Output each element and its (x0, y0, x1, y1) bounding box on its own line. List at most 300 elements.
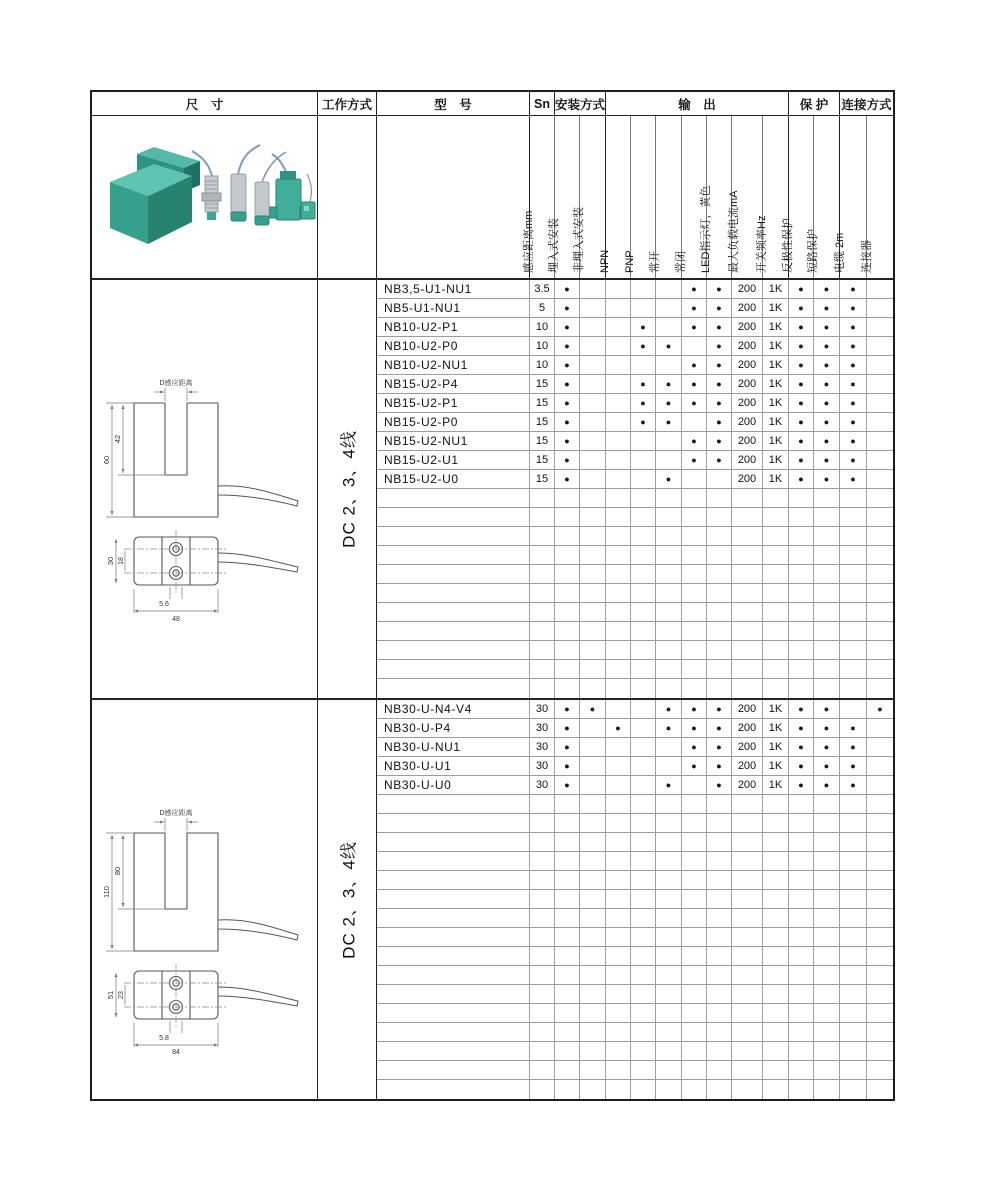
value-cell (555, 489, 580, 508)
empty-row (377, 603, 893, 622)
value-cell (606, 622, 631, 641)
header-row (92, 92, 893, 116)
value-cell (840, 489, 867, 508)
value-cell (867, 1061, 893, 1080)
value-cell (840, 603, 867, 622)
model-cell (377, 1042, 530, 1061)
value-cell (707, 1061, 732, 1080)
value-cell (580, 814, 606, 833)
value-cell: 200 (732, 375, 763, 394)
value-cell (580, 451, 606, 470)
value-cell (867, 337, 893, 356)
value-cell (707, 985, 732, 1004)
sense-distance-label: D感应距离 (159, 810, 193, 817)
dim-top-total: 30 (106, 556, 115, 566)
value-cell (789, 928, 814, 947)
empty-row (377, 622, 893, 641)
value-cell (580, 299, 606, 318)
value-cell (555, 1080, 580, 1099)
value-cell (682, 508, 707, 527)
value-cell (763, 584, 789, 603)
value-cell (606, 527, 631, 546)
empty-row (377, 966, 893, 985)
value-cell (707, 871, 732, 890)
value-cell (555, 527, 580, 546)
value-cell (606, 1004, 631, 1023)
feature-dot-cell: ● (789, 413, 814, 432)
empty-row (377, 928, 893, 947)
subheader-max-load-current: 最大负载电流mA (732, 116, 763, 278)
value-cell (606, 852, 631, 871)
feature-dot-cell: ● (656, 394, 682, 413)
value-cell (867, 280, 893, 299)
dim-top-inner: 23 (118, 991, 125, 999)
value-cell (814, 565, 840, 584)
value-cell (606, 375, 631, 394)
value-cell (789, 947, 814, 966)
model-cell: NB30-U-P4 (377, 719, 530, 738)
model-cell: NB10-U2-P0 (377, 337, 530, 356)
model-cell (377, 966, 530, 985)
feature-dot-cell: ● (840, 451, 867, 470)
value-cell (530, 603, 555, 622)
feature-dot-cell: ● (682, 757, 707, 776)
value-cell (732, 1042, 763, 1061)
feature-dot-cell: ● (631, 413, 656, 432)
value-cell (707, 1042, 732, 1061)
value-cell (867, 451, 893, 470)
value-cell (707, 584, 732, 603)
value-cell (840, 852, 867, 871)
value-cell (867, 947, 893, 966)
value-cell (682, 776, 707, 795)
value-cell (682, 852, 707, 871)
value-cell (732, 660, 763, 679)
value-cell (789, 1080, 814, 1099)
value-cell (580, 928, 606, 947)
value-cell (789, 1042, 814, 1061)
value-cell (814, 928, 840, 947)
value-cell: 15 (530, 432, 555, 451)
model-cell: NB15-U2-U0 (377, 470, 530, 489)
value-cell (606, 1061, 631, 1080)
value-cell (789, 852, 814, 871)
model-cell: NB30-U-U0 (377, 776, 530, 795)
value-cell (867, 1080, 893, 1099)
value-cell (707, 852, 732, 871)
value-cell (707, 508, 732, 527)
dim-top-inner: 18 (118, 557, 125, 565)
feature-dot-cell: ● (789, 280, 814, 299)
value-cell (580, 776, 606, 795)
value-cell (530, 966, 555, 985)
value-cell (530, 1080, 555, 1099)
value-cell (707, 527, 732, 546)
value-cell (732, 1080, 763, 1099)
value-cell (555, 985, 580, 1004)
value-cell (656, 565, 682, 584)
value-cell (867, 470, 893, 489)
value-cell (580, 413, 606, 432)
model-subheader-empty (377, 116, 530, 278)
feature-dot-cell: ● (555, 337, 580, 356)
value-cell: 15 (530, 394, 555, 413)
feature-dot-cell: ● (814, 375, 840, 394)
model-cell (377, 909, 530, 928)
value-cell (580, 603, 606, 622)
value-cell (867, 738, 893, 757)
value-cell (867, 1023, 893, 1042)
model-cell (377, 603, 530, 622)
table-row (377, 738, 893, 757)
feature-dot-cell: ● (789, 337, 814, 356)
value-cell (814, 947, 840, 966)
model-cell: NB30-U-U1 (377, 757, 530, 776)
value-cell (682, 641, 707, 660)
empty-row (377, 679, 893, 698)
feature-dot-cell: ● (840, 299, 867, 318)
value-cell (682, 546, 707, 565)
value-cell (530, 489, 555, 508)
feature-dot-cell: ● (789, 356, 814, 375)
feature-dot-cell: ● (814, 356, 840, 375)
value-cell (789, 565, 814, 584)
value-cell (580, 985, 606, 1004)
value-cell (814, 1042, 840, 1061)
value-cell (707, 679, 732, 698)
value-cell (840, 508, 867, 527)
value-cell (631, 1042, 656, 1061)
feature-dot-cell: ● (631, 337, 656, 356)
value-cell (814, 871, 840, 890)
value-cell (732, 641, 763, 660)
value-cell (867, 1004, 893, 1023)
value-cell (606, 795, 631, 814)
value-cell (606, 508, 631, 527)
value-cell: 200 (732, 451, 763, 470)
value-cell (656, 1061, 682, 1080)
value-cell: 200 (732, 337, 763, 356)
model-cell (377, 527, 530, 546)
value-cell (631, 546, 656, 565)
feature-dot-cell: ● (707, 757, 732, 776)
value-cell (763, 814, 789, 833)
value-cell (580, 890, 606, 909)
value-cell (530, 546, 555, 565)
value-cell (707, 909, 732, 928)
value-cell (732, 909, 763, 928)
value-cell (631, 280, 656, 299)
value-cell (631, 1004, 656, 1023)
value-cell (656, 738, 682, 757)
value-cell (580, 795, 606, 814)
feature-dot-cell: ● (840, 356, 867, 375)
value-cell (555, 546, 580, 565)
value-cell (656, 1004, 682, 1023)
value-cell (606, 470, 631, 489)
value-cell (763, 565, 789, 584)
value-cell (682, 985, 707, 1004)
value-cell (631, 719, 656, 738)
value-cell (606, 871, 631, 890)
model-cell (377, 1004, 530, 1023)
feature-dot-cell: ● (682, 738, 707, 757)
feature-dot-cell: ● (840, 318, 867, 337)
subheader-npn: NPN (606, 116, 631, 278)
feature-dot-cell: ● (814, 470, 840, 489)
model-cell (377, 641, 530, 660)
value-cell (682, 622, 707, 641)
feature-dot-cell: ● (789, 375, 814, 394)
value-cell (732, 1004, 763, 1023)
value-cell (867, 985, 893, 1004)
value-cell (707, 470, 732, 489)
value-cell (606, 641, 631, 660)
subheader-pnp: PNP (631, 116, 656, 278)
value-cell (867, 757, 893, 776)
value-cell (732, 852, 763, 871)
value-cell (867, 852, 893, 871)
empty-row (377, 947, 893, 966)
value-cell (814, 985, 840, 1004)
value-cell (530, 852, 555, 871)
value-cell (580, 1061, 606, 1080)
value-cell (867, 776, 893, 795)
model-cell (377, 1080, 530, 1099)
value-cell (840, 679, 867, 698)
value-cell (530, 909, 555, 928)
value-cell (656, 622, 682, 641)
subheader-led-indicator: LED指示灯，黄色 (707, 116, 732, 278)
feature-dot-cell: ● (555, 280, 580, 299)
value-cell (656, 833, 682, 852)
dim-top-total: 51 (106, 990, 115, 1000)
value-cell (606, 833, 631, 852)
feature-dot-cell: ● (814, 432, 840, 451)
feature-dot-cell: ● (555, 375, 580, 394)
value-cell (867, 871, 893, 890)
value-cell (631, 432, 656, 451)
feature-dot-cell: ● (867, 700, 893, 719)
value-cell (763, 985, 789, 1004)
value-cell (682, 909, 707, 928)
value-cell (606, 546, 631, 565)
feature-dot-cell: ● (789, 451, 814, 470)
value-cell (814, 890, 840, 909)
dimension-drawing-cell-1 (92, 280, 318, 698)
value-cell (580, 1042, 606, 1061)
feature-dot-cell: ● (707, 280, 732, 299)
value-cell (530, 565, 555, 584)
value-cell (682, 871, 707, 890)
value-cell (867, 432, 893, 451)
value-cell (763, 1023, 789, 1042)
value-cell (867, 928, 893, 947)
value-cell (789, 985, 814, 1004)
dim-hole-pitch: 5.6 (159, 601, 169, 608)
value-cell (840, 700, 867, 719)
value-cell (867, 546, 893, 565)
value-cell: 10 (530, 318, 555, 337)
feature-dot-cell: ● (814, 413, 840, 432)
value-cell (606, 565, 631, 584)
value-cell (763, 489, 789, 508)
header-connection: 连接方式 (841, 97, 892, 112)
value-cell (789, 1061, 814, 1080)
value-cell (656, 451, 682, 470)
value-cell (789, 660, 814, 679)
value-cell (530, 871, 555, 890)
value-cell (732, 833, 763, 852)
value-cell (606, 356, 631, 375)
feature-dot-cell: ● (682, 432, 707, 451)
value-cell (656, 546, 682, 565)
value-cell: 1K (763, 738, 789, 757)
empty-row (377, 565, 893, 584)
empty-row (377, 641, 893, 660)
value-cell (606, 985, 631, 1004)
subheader-short-circuit: 短路保护 (814, 116, 840, 278)
value-cell (530, 795, 555, 814)
empty-row (377, 833, 893, 852)
value-cell (530, 890, 555, 909)
value-cell (867, 679, 893, 698)
value-cell (555, 890, 580, 909)
value-cell (840, 909, 867, 928)
value-cell (763, 1061, 789, 1080)
value-cell (763, 852, 789, 871)
model-cell: NB10-U2-NU1 (377, 356, 530, 375)
value-cell (606, 337, 631, 356)
value-cell: 30 (530, 738, 555, 757)
value-cell (814, 641, 840, 660)
value-cell: 15 (530, 375, 555, 394)
value-cell: 200 (732, 280, 763, 299)
value-cell (580, 546, 606, 565)
value-cell (580, 527, 606, 546)
product-photo-cell (92, 116, 318, 278)
value-cell (789, 546, 814, 565)
value-cell (732, 947, 763, 966)
value-cell (656, 909, 682, 928)
value-cell (789, 871, 814, 890)
value-cell (682, 679, 707, 698)
empty-row (377, 527, 893, 546)
feature-dot-cell: ● (840, 413, 867, 432)
value-cell (682, 489, 707, 508)
value-cell (580, 1080, 606, 1099)
value-cell (580, 719, 606, 738)
value-cell (631, 890, 656, 909)
value-cell (656, 489, 682, 508)
value-cell (656, 852, 682, 871)
feature-dot-cell: ● (707, 432, 732, 451)
empty-row (377, 1023, 893, 1042)
value-cell (867, 299, 893, 318)
empty-row (377, 508, 893, 527)
value-cell (631, 451, 656, 470)
feature-dot-cell: ● (789, 776, 814, 795)
table-row (377, 719, 893, 738)
value-cell (867, 394, 893, 413)
value-cell (555, 833, 580, 852)
value-cell (732, 985, 763, 1004)
product-photo (92, 116, 316, 278)
value-cell (580, 757, 606, 776)
feature-dot-cell: ● (707, 719, 732, 738)
value-cell (707, 660, 732, 679)
feature-dot-cell: ● (682, 375, 707, 394)
value-cell (631, 1080, 656, 1099)
value-cell: 1K (763, 432, 789, 451)
feature-dot-cell: ● (682, 700, 707, 719)
empty-row (377, 871, 893, 890)
table-row (377, 432, 893, 451)
feature-dot-cell: ● (840, 719, 867, 738)
value-cell: 200 (732, 700, 763, 719)
value-cell (606, 757, 631, 776)
value-cell (606, 909, 631, 928)
feature-dot-cell: ● (656, 700, 682, 719)
value-cell (555, 966, 580, 985)
value-cell (867, 603, 893, 622)
value-cell (606, 1023, 631, 1042)
value-cell: 1K (763, 719, 789, 738)
value-cell (606, 947, 631, 966)
value-cell (840, 641, 867, 660)
value-cell (555, 508, 580, 527)
value-cell (631, 814, 656, 833)
small-cube-sensor (301, 174, 315, 219)
feature-dot-cell: ● (789, 757, 814, 776)
value-cell (555, 795, 580, 814)
empty-row (377, 852, 893, 871)
value-cell (867, 622, 893, 641)
feature-dot-cell: ● (656, 776, 682, 795)
value-cell (530, 833, 555, 852)
value-cell (580, 679, 606, 698)
value-cell (580, 280, 606, 299)
model-cell (377, 1023, 530, 1042)
value-cell (530, 1023, 555, 1042)
model-cell (377, 795, 530, 814)
feature-dot-cell: ● (555, 776, 580, 795)
feature-dot-cell: ● (814, 738, 840, 757)
value-cell (631, 603, 656, 622)
working-mode-cell-1 (318, 280, 377, 698)
value-cell (631, 966, 656, 985)
feature-dot-cell: ● (814, 757, 840, 776)
value-cell (682, 947, 707, 966)
value-cell (631, 871, 656, 890)
empty-row (377, 660, 893, 679)
subheader-reverse-polarity: 反极性保护 (789, 116, 814, 278)
feature-dot-cell: ● (840, 776, 867, 795)
value-cell (732, 565, 763, 584)
feature-dot-cell: ● (555, 299, 580, 318)
subheader-sensing-distance: 感应距离mm (530, 116, 555, 278)
table-row (377, 299, 893, 318)
value-cell (732, 508, 763, 527)
table-row (377, 394, 893, 413)
value-cell (606, 966, 631, 985)
value-cell (707, 489, 732, 508)
value-cell (789, 909, 814, 928)
cable-front (218, 486, 298, 506)
value-cell (631, 565, 656, 584)
feature-dot-cell: ● (840, 757, 867, 776)
value-cell (867, 565, 893, 584)
